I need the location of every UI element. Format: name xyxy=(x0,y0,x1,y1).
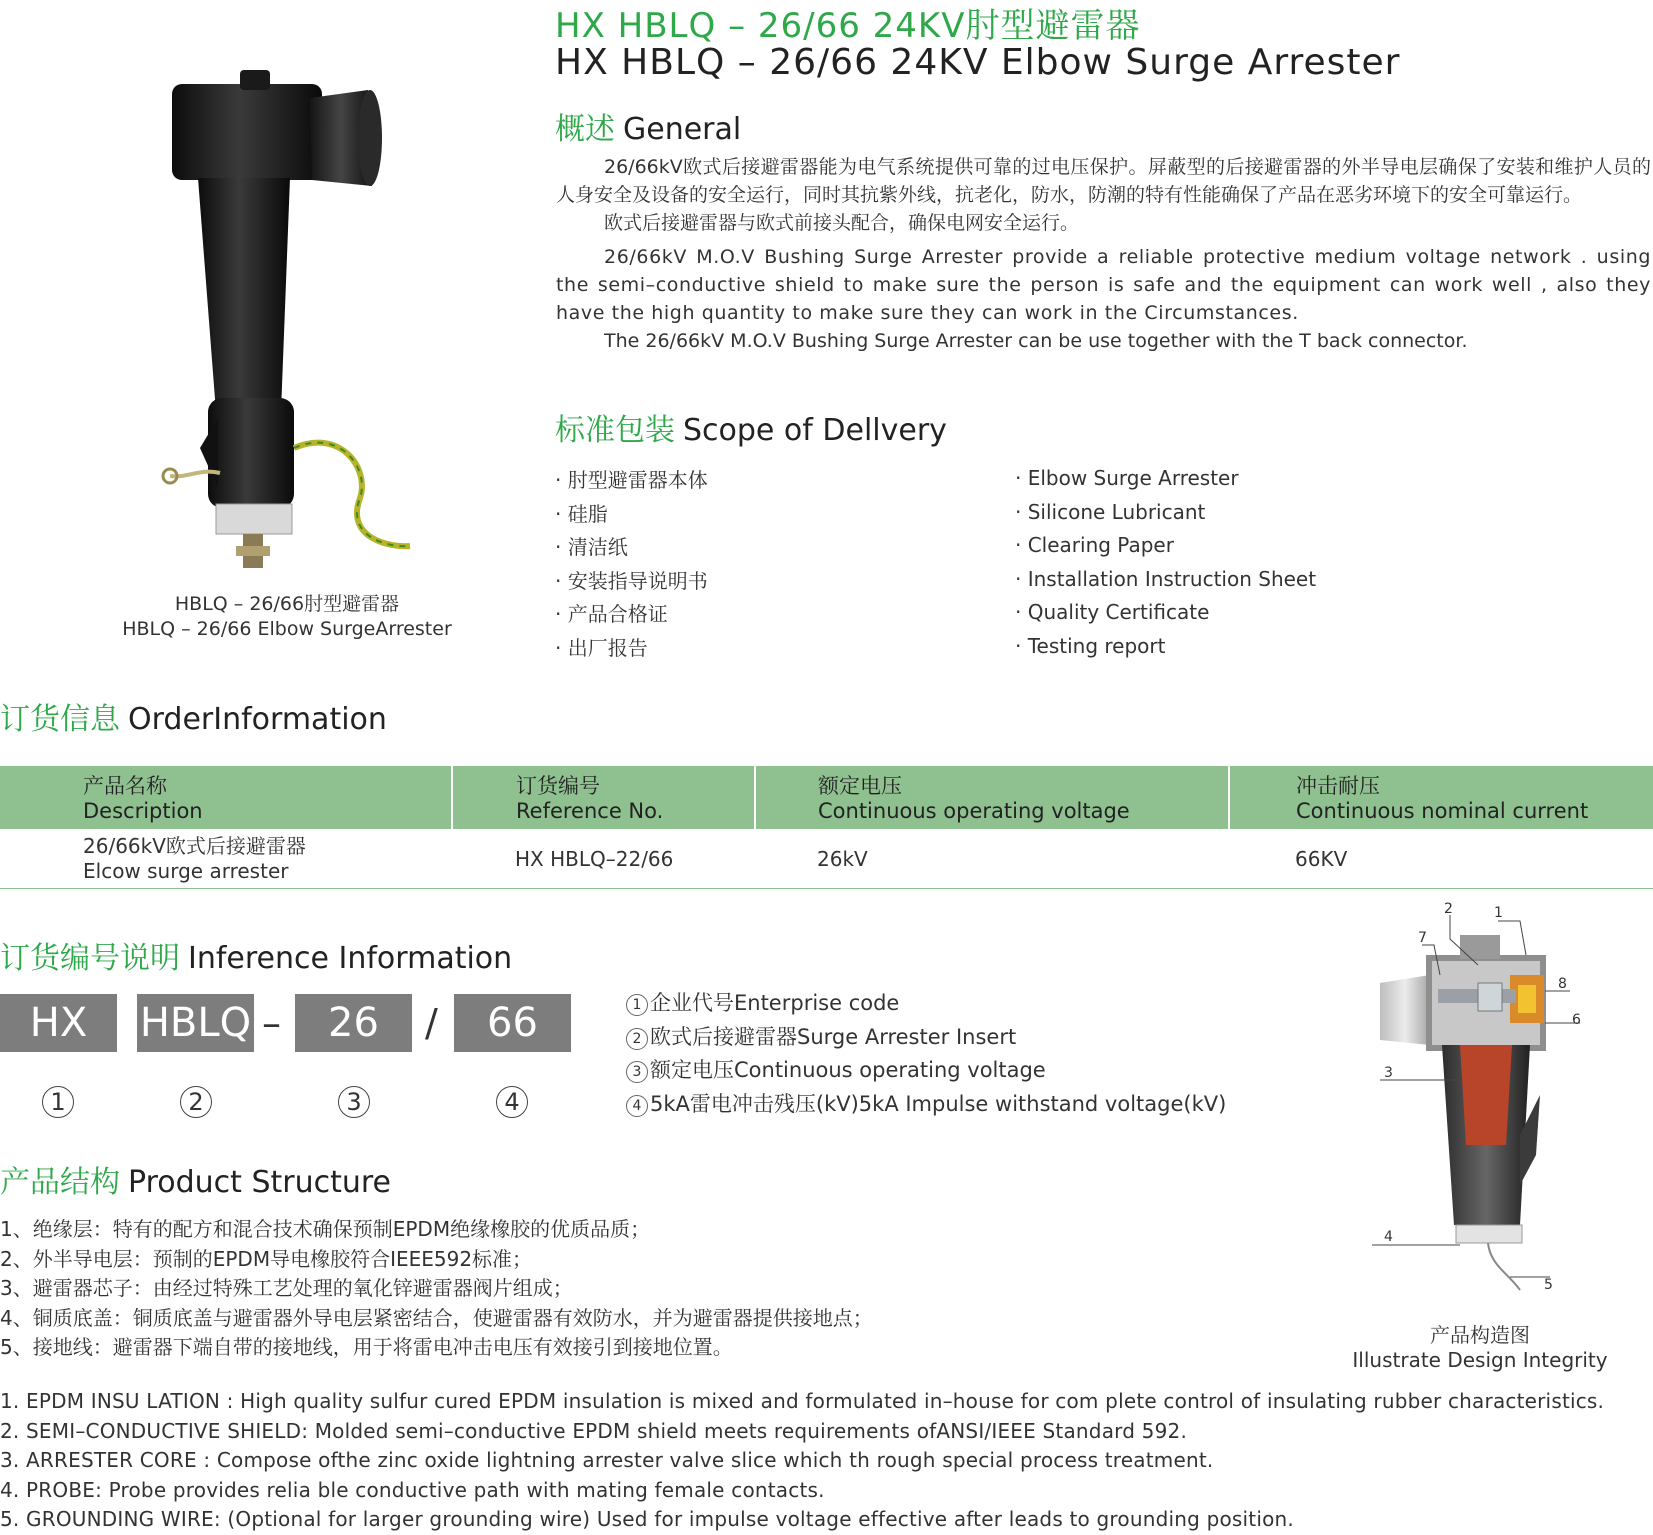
delivery-item: · Silicone Lubricant xyxy=(1015,499,1206,524)
delivery-item: · Quality Certificate xyxy=(1015,600,1210,624)
row-current: 66KV xyxy=(1229,829,1653,889)
inference-heading xyxy=(0,933,512,977)
delivery-list-cn xyxy=(555,464,708,665)
code-box: HBLQ xyxy=(137,994,254,1052)
delivery-item: · Elbow Surge Arrester xyxy=(1015,466,1239,490)
delivery-item: · Testing report xyxy=(1015,633,1166,658)
general-paragraph-cn: 26/66kV欧式后接避雷器能为电气系统提供可靠的过电压保护。屏蔽型的后接避雷器的外半导电层确保了安装和维护人员的人身安全及设备的安全运行，同时其抗紫外线，抗老化，防水，防潮的特有性能确保了产品在恶劣环境下的安全可靠运行。 xyxy=(556,156,1651,206)
delivery-item: · 清洁纸 xyxy=(555,535,628,559)
diagram-label: 7 xyxy=(1418,930,1427,946)
row-description: 26/66kV欧式后接避雷器 Elcow surge arrester xyxy=(0,829,452,889)
product-caption xyxy=(82,592,492,642)
delivery-list-en xyxy=(1015,462,1316,663)
delivery-item: · 出厂报告 xyxy=(555,635,648,660)
legend-item: 3 额定电压Continuous operating voltage xyxy=(626,1054,1226,1088)
list-item: 1. EPDM INSU LATION : High quality sulfur cured EPDM insulation is mixed and formulated in–house for com plete control of insulating rubber characteristics. xyxy=(0,1389,1605,1413)
inference-heading-cn: 订货编号说明 xyxy=(0,941,180,976)
code-number: 2 xyxy=(180,1086,212,1118)
general-heading xyxy=(555,104,741,148)
diagram-label: 8 xyxy=(1558,976,1567,992)
order-heading-en: OrderInformation xyxy=(128,702,387,737)
code-box: HX xyxy=(0,994,117,1052)
page-title-cn: HX HBLQ – 26/66 24KV肘型避雷器 xyxy=(555,6,1141,46)
col-current: 冲击耐压 Continuous nominal current xyxy=(1229,766,1653,829)
list-item: 1、绝缘层：特有的配方和混合技术确保预制EPDM绝缘橡胶的优质品质； xyxy=(0,1217,651,1241)
diagram-label: 3 xyxy=(1384,1065,1393,1081)
list-item: 5、接地线：避雷器下端自带的接地线，用于将雷电冲击电压有效接引到接地位置。 xyxy=(0,1335,733,1359)
code-number: 3 xyxy=(338,1086,370,1118)
delivery-heading-en: Scope of Dellvery xyxy=(683,413,947,448)
list-item: 4、铜质底盖：铜质底盖与避雷器外导电层紧密结合，使避雷器有效防水，并为避雷器提供接地点； xyxy=(0,1305,873,1330)
order-table-header xyxy=(0,766,1653,829)
delivery-item: · 硅脂 xyxy=(555,501,608,526)
code-number: 1 xyxy=(42,1086,74,1118)
structure-heading-en: Product Structure xyxy=(128,1165,391,1200)
structure-list-cn xyxy=(0,1215,873,1363)
diagram-label: 6 xyxy=(1572,1012,1581,1028)
inference-heading-en: Inference Information xyxy=(188,941,513,976)
code-number: 4 xyxy=(496,1086,528,1118)
list-item: 5. GROUNDING WIRE: (Optional for larger grounding wire) Used for impulse voltage effective after leads to grounding position. xyxy=(0,1507,1294,1531)
general-text xyxy=(556,153,1651,355)
inference-legend xyxy=(626,987,1226,1121)
diagram-label: 1 xyxy=(1494,905,1503,921)
code-box: 26 xyxy=(295,994,412,1052)
order-table xyxy=(0,766,1653,889)
table-row xyxy=(0,829,1653,889)
diagram-caption-cn: 产品构造图 xyxy=(1430,1323,1530,1347)
col-voltage: 额定电压 Continuous operating voltage xyxy=(755,766,1229,829)
delivery-item: · 肘型避雷器本体 xyxy=(555,468,708,492)
delivery-item: · Installation Instruction Sheet xyxy=(1015,566,1317,591)
general-heading-cn: 概述 xyxy=(555,112,615,147)
legend-item: 4 5kA雷电冲击残压(kV)5kA Impulse withstand voltage(kV) xyxy=(626,1088,1226,1122)
general-heading-en: General xyxy=(623,112,742,147)
diagram-label: 2 xyxy=(1444,901,1453,917)
legend-item: 1 企业代号Enterprise code xyxy=(626,987,1226,1021)
list-item: 3. ARRESTER CORE : Compose ofthe zinc oxide lightning arrester valve slice which th rough special process treatment. xyxy=(0,1448,1214,1472)
order-heading xyxy=(0,694,387,738)
diagram-label: 4 xyxy=(1384,1229,1393,1245)
product-caption-cn: HBLQ – 26/66肘型避雷器 xyxy=(174,593,400,615)
product-caption-en: HBLQ – 26/66 Elbow SurgeArrester xyxy=(122,618,452,640)
legend-item: 2 欧式后接避雷器Surge Arrester Insert xyxy=(626,1021,1226,1055)
structure-heading xyxy=(0,1157,391,1201)
col-reference: 订货编号 Reference No. xyxy=(452,766,755,829)
delivery-item: · Clearing Paper xyxy=(1015,533,1174,557)
list-item: 2、外半导电层：预制的EPDM导电橡胶符合IEEE592标准； xyxy=(0,1246,533,1271)
delivery-heading xyxy=(555,405,947,449)
list-item: 4. PROBE: Probe provides relia ble conductive path with mating female contacts. xyxy=(0,1477,825,1502)
structure-heading-cn: 产品结构 xyxy=(0,1165,120,1200)
list-item: 3、避雷器芯子：由经过特殊工艺处理的氧化锌避雷器阀片组成； xyxy=(0,1276,573,1300)
order-heading-cn: 订货信息 xyxy=(0,702,120,737)
elbow-arrester-photo xyxy=(140,68,460,590)
delivery-heading-cn: 标准包装 xyxy=(555,413,675,448)
delivery-item: · 安装指导说明书 xyxy=(555,568,708,593)
diagram-caption xyxy=(1330,1323,1630,1373)
list-item: 2. SEMI–CONDUCTIVE SHIELD: Molded semi–conductive EPDM shield meets requirements ofANSI/IEEE Standard 592. xyxy=(0,1418,1188,1443)
general-paragraph-cn-2: 欧式后接避雷器与欧式前接头配合，确保电网安全运行。 xyxy=(604,212,1080,234)
delivery-item: · 产品合格证 xyxy=(555,602,668,626)
col-description: 产品名称 Description xyxy=(0,766,452,829)
diagram-caption-en: Illustrate Design Integrity xyxy=(1352,1348,1608,1372)
code-separator: – xyxy=(262,1001,281,1045)
structure-list-en xyxy=(0,1387,1604,1535)
diagram-label: 5 xyxy=(1544,1277,1553,1293)
page-title-en: HX HBLQ – 26/66 24KV Elbow Surge Arrester xyxy=(555,42,1401,83)
structure-diagram xyxy=(1360,895,1590,1295)
row-voltage: 26kV xyxy=(755,829,1229,889)
code-separator: / xyxy=(425,1001,438,1045)
code-box: 66 xyxy=(454,994,571,1052)
row-reference: HX HBLQ–22/66 xyxy=(452,829,755,889)
general-paragraph-en-2: The 26/66kV M.O.V Bushing Surge Arrester can be use together with the T back connector. xyxy=(604,330,1468,352)
general-paragraph-en: 26/66kV M.O.V Bushing Surge Arrester provide a reliable protective medium voltage network . using the semi–conductive shield to make sure the person is safe and the equipment can work well , also they have the high quantity to make sure they can work in the Circumstances. xyxy=(556,246,1651,324)
